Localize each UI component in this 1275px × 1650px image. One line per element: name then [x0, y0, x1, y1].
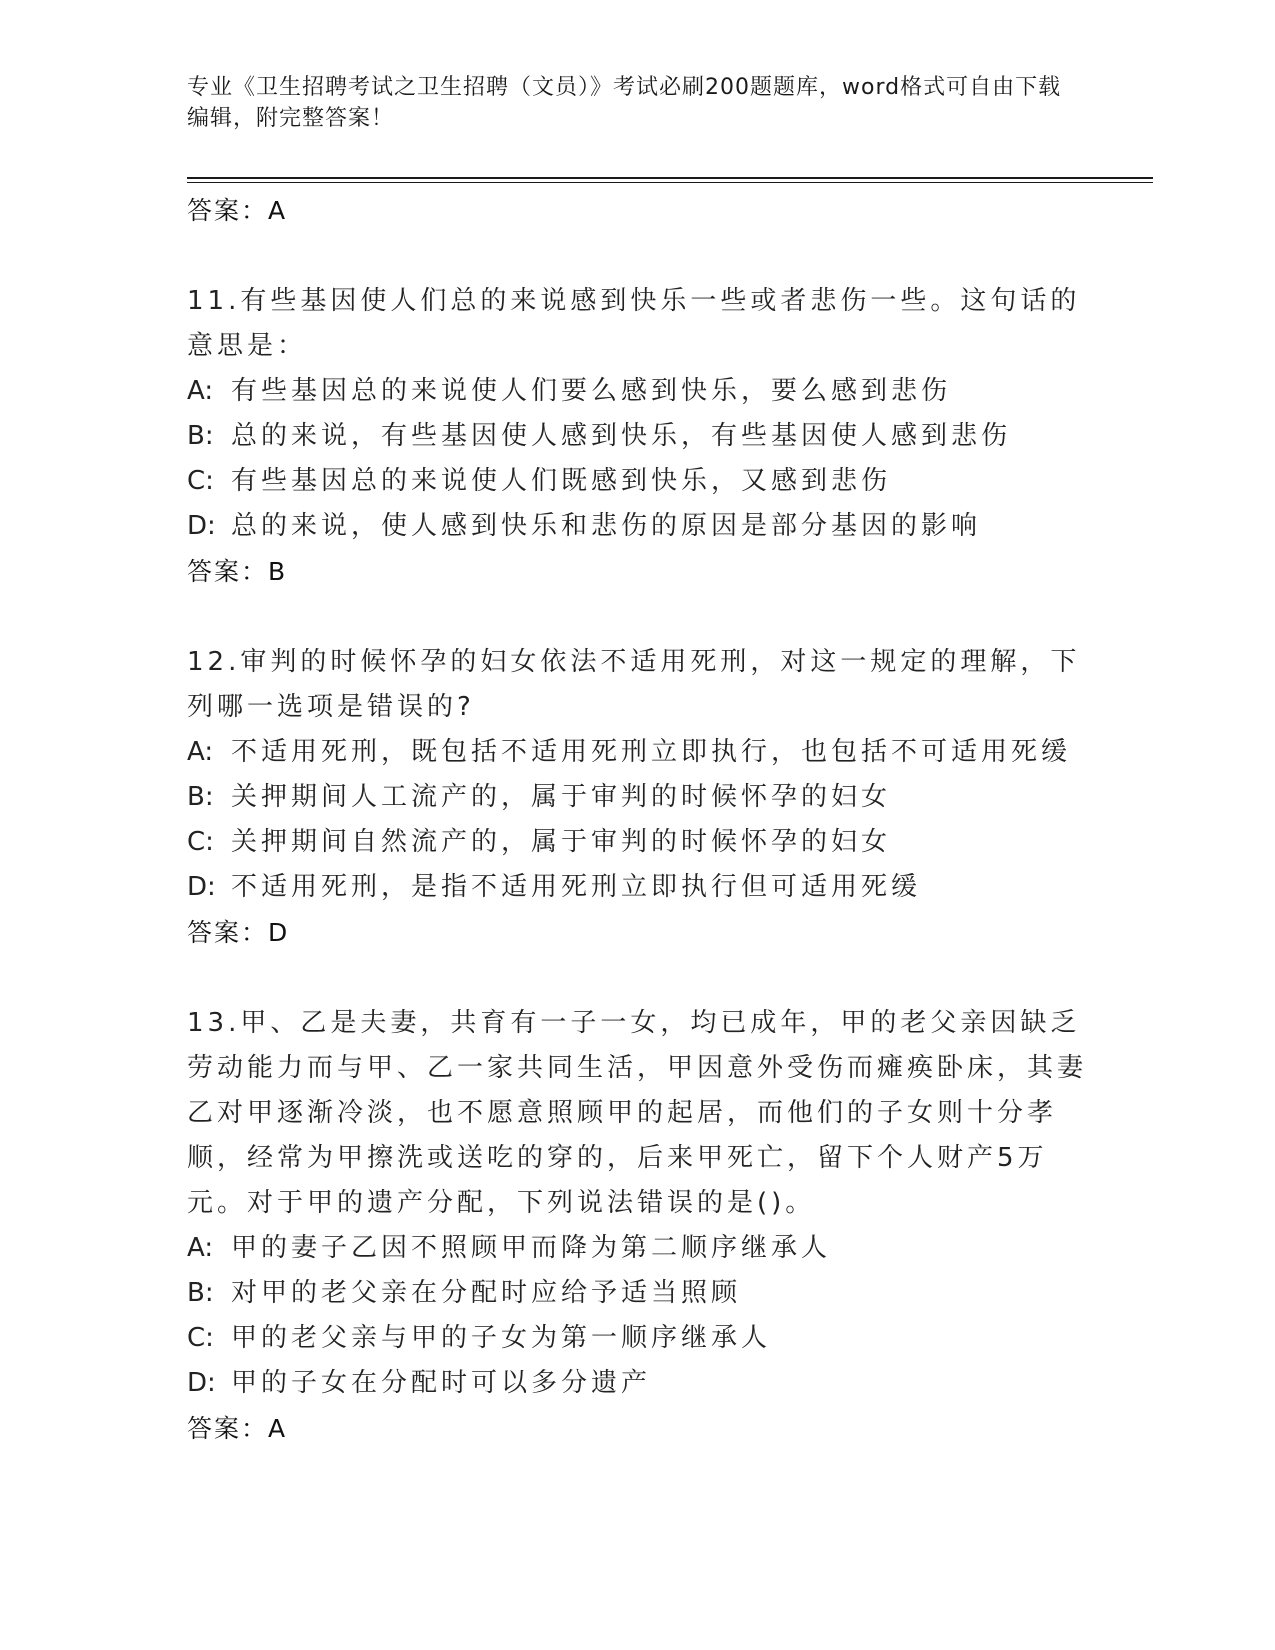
question-13: [187, 1001, 1087, 1451]
question-12: [187, 640, 1087, 955]
option-d: [187, 865, 1087, 910]
option-label: A:: [187, 376, 214, 406]
option-text: 不适用死刑，既包括不适用死刑立即执行，也包括不可适用死缓: [231, 737, 1072, 767]
option-text: 对甲的老父亲在分配时应给予适当照顾: [231, 1278, 742, 1308]
option-b: [187, 1271, 1087, 1316]
option-a: [187, 730, 1087, 775]
answer-line: 答案：D: [187, 918, 290, 947]
option-b: [187, 775, 1087, 820]
option-b: [187, 414, 1087, 459]
question-list: [187, 188, 1087, 1451]
answer-line: 答案：B: [187, 557, 288, 586]
option-text: 有些基因总的来说使人们既感到快乐，又感到悲伤: [231, 466, 892, 496]
option-text: 关押期间人工流产的，属于审判的时候怀孕的妇女: [231, 782, 892, 812]
option-label: D:: [187, 511, 216, 541]
option-label: A:: [187, 1233, 214, 1263]
option-text: 总的来说，使人感到快乐和悲伤的原因是部分基因的影响: [231, 511, 982, 541]
option-label: C:: [187, 827, 214, 857]
page-header: 专业《卫生招聘考试之卫生招聘（文员）》考试必刷200题题库，word格式可自由下载编辑，附完整答案！: [187, 75, 1062, 131]
answer-line: 答案：A: [187, 1414, 288, 1443]
option-label: D:: [187, 872, 216, 902]
question-stem: 13.甲、乙是夫妻，共育有一子一女，均已成年，甲的老父亲因缺乏劳动能力而与甲、乙一家共同生活，甲因意外受伤而瘫痪卧床，其妻乙对甲逐渐冷淡，也不愿意照顾甲的起居，而他们的子女则十分孝顺，经常为甲擦洗或送吃的穿的，后来甲死亡，留下个人财产5万元。对于甲的遗产分配，下列说法错误的是()。: [187, 1008, 1088, 1218]
option-text: 甲的子女在分配时可以多分遗产: [231, 1368, 652, 1398]
question-11: [187, 279, 1087, 594]
question-stem: 11.有些基因使人们总的来说感到快乐一些或者悲伤一些。这句话的意思是：: [187, 286, 1081, 361]
option-label: C:: [187, 1323, 214, 1353]
option-a: [187, 1226, 1087, 1271]
option-d: [187, 1361, 1087, 1406]
option-c: [187, 459, 1087, 504]
option-label: B:: [187, 1278, 214, 1308]
header-divider-thin: [187, 182, 1153, 183]
option-label: D:: [187, 1368, 216, 1398]
option-label: B:: [187, 782, 214, 812]
option-text: 有些基因总的来说使人们要么感到快乐，要么感到悲伤: [231, 376, 952, 406]
option-c: [187, 1316, 1087, 1361]
answer-line: 答案：A: [187, 196, 288, 225]
option-text: 总的来说，有些基因使人感到快乐，有些基因使人感到悲伤: [231, 421, 1012, 451]
option-text: 不适用死刑，是指不适用死刑立即执行但可适用死缓: [231, 872, 922, 902]
option-c: [187, 820, 1087, 865]
header-divider-thick: [187, 177, 1153, 179]
option-label: B:: [187, 421, 214, 451]
option-a: [187, 369, 1087, 414]
option-text: 甲的妻子乙因不照顾甲而降为第二顺序继承人: [231, 1233, 832, 1263]
option-label: C:: [187, 466, 214, 496]
option-d: [187, 504, 1087, 549]
option-text: 甲的老父亲与甲的子女为第一顺序继承人: [231, 1323, 772, 1353]
option-label: A:: [187, 737, 214, 767]
question-stem: 12.审判的时候怀孕的妇女依法不适用死刑，对这一规定的理解，下列哪一选项是错误的?: [187, 647, 1081, 722]
option-text: 关押期间自然流产的，属于审判的时候怀孕的妇女: [231, 827, 892, 857]
